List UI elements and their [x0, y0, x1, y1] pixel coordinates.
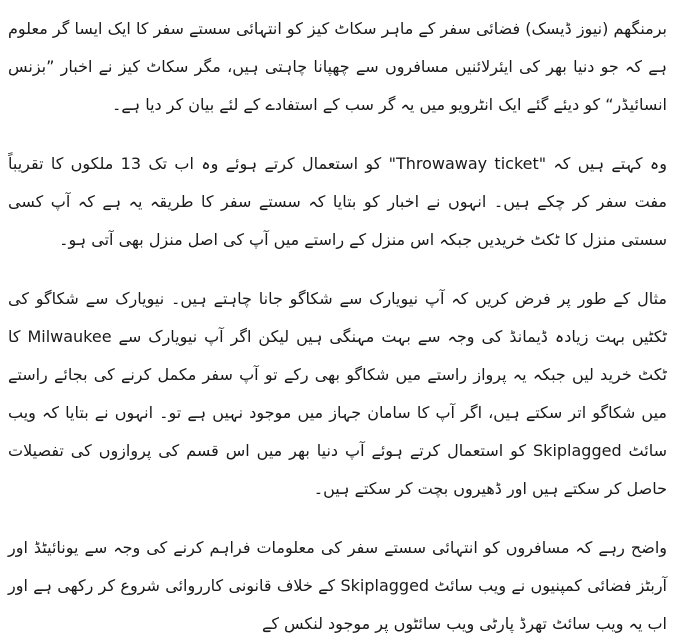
article-paragraph-3: مثال کے طور پر فرض کریں کہ آپ نیویارک سے شکاگو جانا چاہتے ہیں۔ نیویارک سے شکاگو کی ٹکٹیں بہت زیادہ ڈیمانڈ کی وجہ سے بہت مہنگی ہیں لیکن اگر آپ نیویارک سے Milwaukee کا ٹکٹ خرید لیں جبکہ یہ پرواز راستے میں شکاگو بھی رکے تو آپ سفر مکمل کرنے کی بجائے راستے میں شکاگو اتر سکتے ہیں، اگر آپ کا سامان جہاز میں موجود نہیں ہے تو۔ انہوں نے بتایا کہ ویب سائٹ Skiplagged کو استعمال کرتے ہوئے آپ دنیا بھر میں اس قسم کی پروازوں کی تفصیلات حاصل کر سکتے ہیں اور ڈھیروں بچت کر سکتے ہیں۔ — [8, 289, 668, 498]
article-paragraph-4: واضح رہے کہ مسافروں کو انتہائی سستے سفر کی معلومات فراہم کرنے کی وجہ سے یونائیٹڈ اور آربٹز فضائی کمپنیوں نے ویب سائٹ Skiplagged کے خلاف قانونی کارروائی شروع کر رکھی ہے اور اب یہ ویب سائٹ تھرڈ پارٹی ویب سائٹوں پر موجود لنکس کے — [8, 538, 667, 633]
article-paragraph-1: برمنگھم (نیوز ڈیسک) فضائی سفر کے ماہر سکاٹ کیز کو انتہائی سستے سفر کا ایک ایسا گر معلوم ہے کہ جو دنیا بھر کی ایئرلائنیں مسافروں سے چھپانا چاہتی ہیں، مگر سکاٹ کیز نے اخبار ”بزنس انسائیڈر“ کو دیئے گئے ایک انٹرویو میں یہ گر سب کے استفادے کے لئے بیان کر دیا ہے۔ — [8, 19, 667, 114]
article-paragraph-2: وہ کہتے ہیں کہ "Throwaway ticket" کو استعمال کرتے ہوئے وہ اب تک 13 ملکوں کا تقریباً مفت سفر کر چکے ہیں۔ انہوں نے اخبار کو بتایا کہ سستے سفر کا طریقہ یہ ہے کہ آپ کسی سستی منزل کا ٹکٹ خریدیں جبکہ اس منزل کے راستے میں آپ کی اصل منزل بھی آتی ہو۔ — [8, 154, 668, 249]
